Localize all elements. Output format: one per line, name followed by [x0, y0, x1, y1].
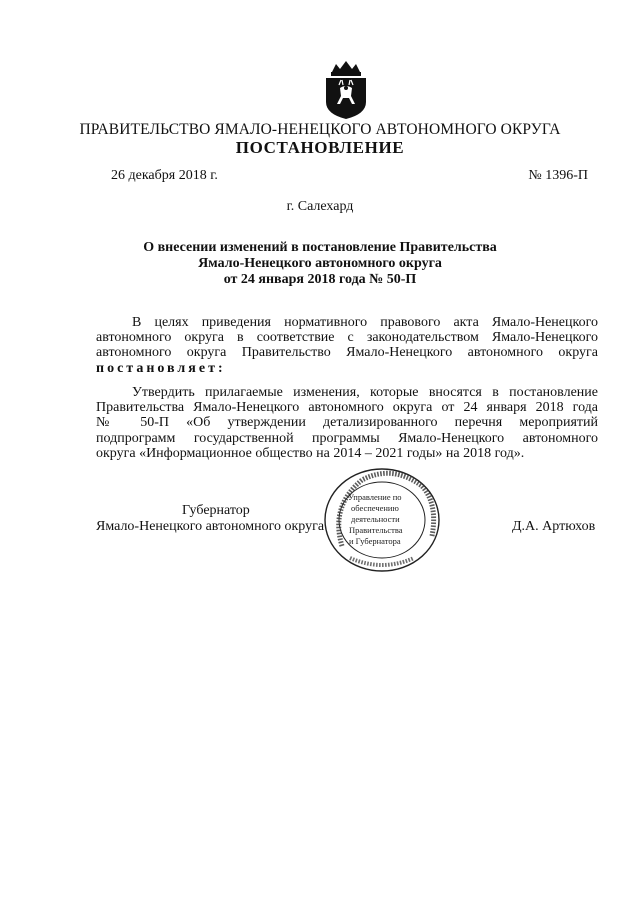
seal-line: Управление по — [348, 492, 402, 502]
government-name: ПРАВИТЕЛЬСТВО ЯМАЛО-НЕНЕЦКОГО АВТОНОМНОГО ОКРУГА — [79, 121, 561, 138]
paragraph-line: округа «Информационное общество на 2014 – 2021 годы» на 2018 год». — [96, 445, 525, 461]
paragraph-line: автономного округа Правительство Ямало-Ненецкого автономного округа — [96, 345, 598, 361]
title-line: от 24 января 2018 года № 50-П — [223, 272, 417, 287]
title-line: Ямало-Ненецкого автономного округа — [198, 256, 442, 271]
paragraph-line: № 50-П «Об утверждении детализированного перечня мероприятий — [96, 415, 598, 431]
signer-position: Губернатор — [182, 503, 250, 518]
signer-region: Ямало-Ненецкого автономного округа — [96, 519, 325, 534]
official-seal — [322, 466, 442, 574]
signer-name: Д.А. Артюхов — [512, 519, 596, 534]
title-line: О внесении изменений в постановление Правительства — [143, 240, 497, 255]
paragraph-preamble — [96, 315, 598, 376]
document-date: 26 декабря 2018 г. — [111, 168, 218, 183]
seal-line: Правительства — [349, 525, 403, 535]
paragraph-decision — [96, 385, 598, 461]
document-type: ПОСТАНОВЛЕНИЕ — [235, 138, 405, 157]
paragraph-line: Утвердить прилагаемые изменения, которые вносятся в постановление — [132, 385, 598, 400]
resolution-keyword: постановляет: — [96, 360, 226, 376]
document-city: г. Салехард — [286, 199, 354, 214]
seal-line: деятельности — [351, 514, 400, 524]
document-title — [0, 240, 640, 288]
document-number: № 1396-П — [528, 168, 588, 183]
seal-line: обеспечению — [351, 503, 399, 513]
paragraph-line: В целях приведения нормативного правового акта Ямало-Ненецкого — [132, 315, 598, 330]
seal-line: и Губернатора — [349, 536, 401, 546]
coat-of-arms-icon — [322, 58, 370, 120]
paragraph-line: подпрограмм государственной программы Ямало-Ненецкого автономного — [96, 430, 598, 446]
paragraph-line: автономного округа в соответствие с законодательством Ямало-Ненецкого — [96, 330, 598, 346]
paragraph-line: Правительства Ямало-Ненецкого автономного округа от 24 января 2018 года — [96, 400, 598, 416]
